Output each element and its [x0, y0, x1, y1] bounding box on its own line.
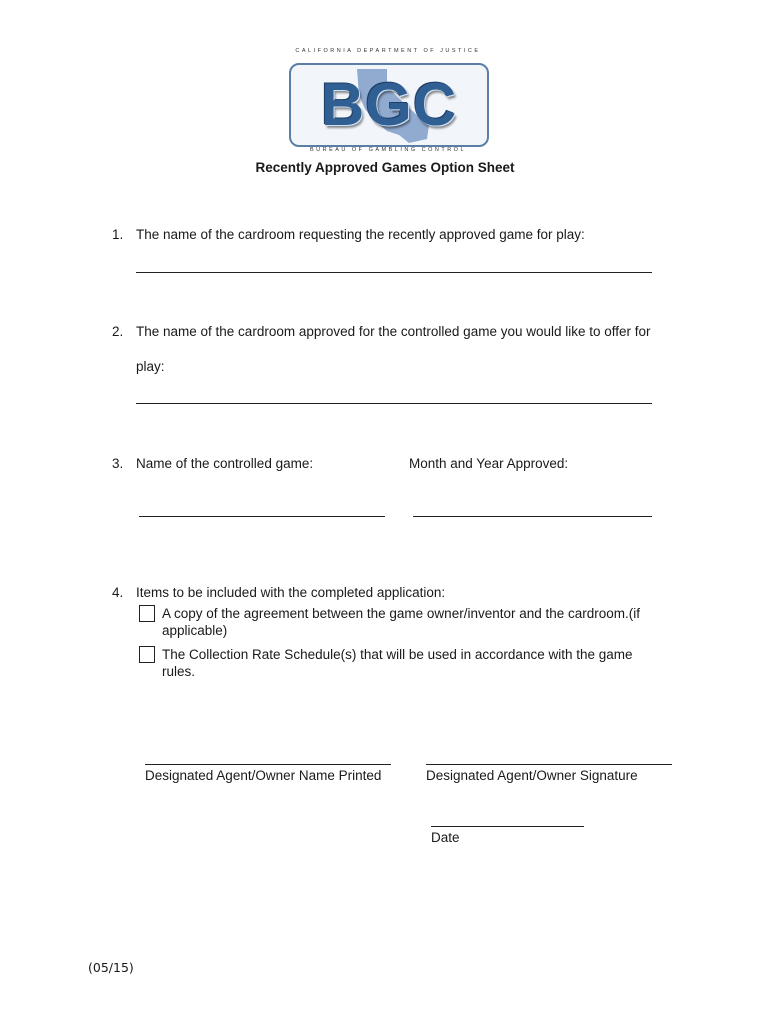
item-2-answer-line[interactable] — [136, 403, 652, 404]
logo-agency-bottom: BUREAU OF GAMBLING CONTROL — [309, 147, 467, 153]
form-title: Recently Approved Games Option Sheet — [255, 160, 515, 175]
item-1-text: The name of the cardroom requesting the recently approved game for play: — [136, 227, 585, 242]
item-3-game-line[interactable] — [139, 516, 385, 517]
item-4-number: 4. — [112, 585, 124, 600]
collection-rate-checkbox-label: The Collection Rate Schedule(s) that will be used in accordance with the game rules. — [162, 647, 633, 679]
item-1-number: 1. — [112, 227, 124, 242]
revision-date: (05/15) — [88, 960, 134, 975]
logo-initials: BGC — [320, 71, 458, 138]
name-printed-line[interactable] — [145, 764, 391, 765]
item-3-month-year-line[interactable] — [413, 516, 652, 517]
name-printed-label: Designated Agent/Owner Name Printed — [145, 768, 382, 783]
logo-agency-top: CALIFORNIA DEPARTMENT OF JUSTICE — [295, 48, 481, 54]
item-3-game-label: Name of the controlled game: — [136, 456, 314, 471]
logo-frame — [289, 63, 489, 147]
item-1-answer-line[interactable] — [136, 272, 652, 273]
signature-label: Designated Agent/Owner Signature — [426, 768, 638, 783]
date-line[interactable] — [431, 826, 584, 827]
item-4-text: Items to be included with the completed application: — [136, 585, 446, 600]
item-3-month-year-label: Month and Year Approved: — [409, 456, 569, 471]
date-label: Date — [431, 830, 460, 845]
item-2-text-cont: play: — [136, 359, 165, 374]
agreement-checkbox[interactable] — [139, 605, 155, 622]
item-2-text: The name of the cardroom approved for the controlled game you would like to offer for — [136, 324, 651, 339]
agreement-checkbox-label: A copy of the agreement between the game owner/inventor and the cardroom.(if applicable) — [162, 606, 641, 638]
collection-rate-checkbox[interactable] — [139, 646, 155, 663]
item-3-number: 3. — [112, 456, 124, 471]
item-2-number: 2. — [112, 324, 124, 339]
signature-line[interactable] — [426, 764, 672, 765]
bgc-logo — [289, 48, 487, 156]
